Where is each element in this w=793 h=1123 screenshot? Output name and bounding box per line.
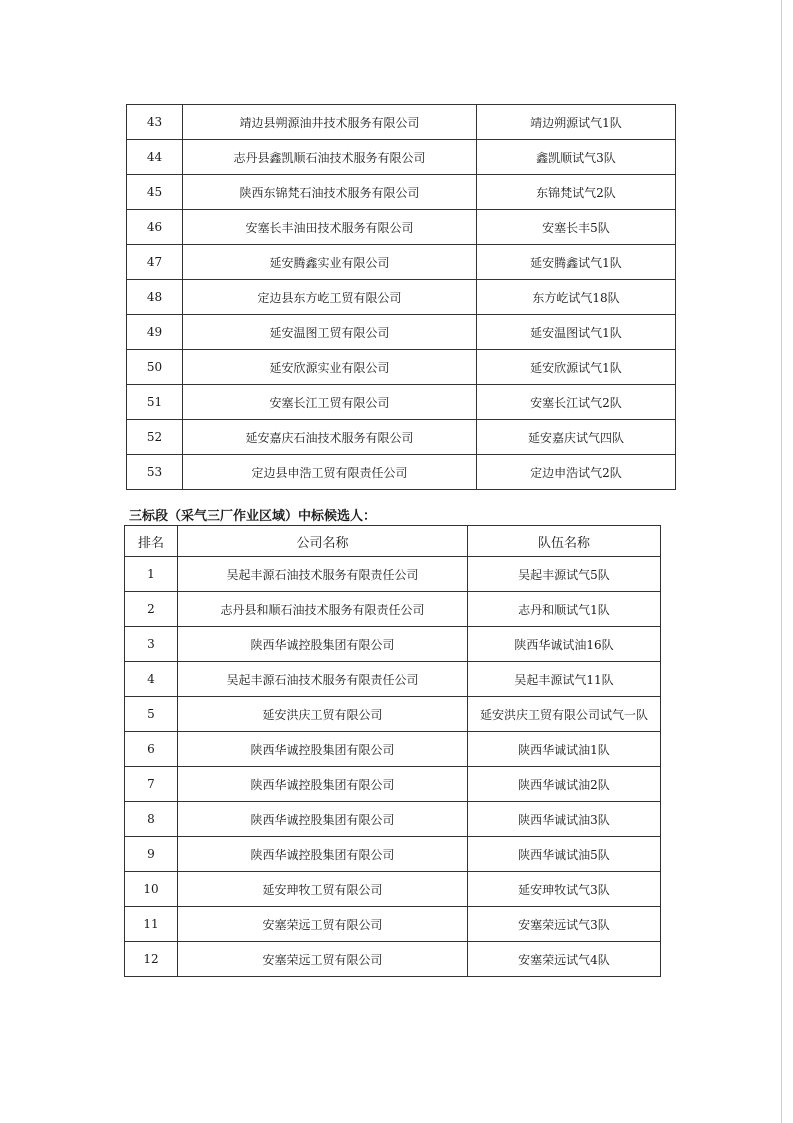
- team-cell: 吴起丰源试气5队: [468, 557, 661, 592]
- rank-cell: 46: [127, 210, 183, 245]
- rank-cell: 9: [125, 837, 178, 872]
- section-title: 三标段（采气三厂作业区域）中标候选人：: [129, 509, 377, 524]
- company-cell: 延安温图工贸有限公司: [183, 315, 477, 350]
- team-cell: 靖边朔源试气1队: [477, 105, 676, 140]
- header-company: 公司名称: [178, 526, 468, 557]
- rank-cell: 6: [125, 732, 178, 767]
- company-cell: 陕西东锦梵石油技术服务有限公司: [183, 175, 477, 210]
- company-cell: 靖边县朔源油井技术服务有限公司: [183, 105, 477, 140]
- company-cell: 延安欣源实业有限公司: [183, 350, 477, 385]
- company-cell: 延安洪庆工贸有限公司: [178, 697, 468, 732]
- table-row: [125, 767, 661, 802]
- company-cell: 延安嘉庆石油技术服务有限公司: [183, 420, 477, 455]
- company-cell: 吴起丰源石油技术服务有限责任公司: [178, 662, 468, 697]
- scan-edge-line: [781, 0, 782, 1123]
- company-cell: 安塞荣远工贸有限公司: [178, 942, 468, 977]
- table-row: [127, 280, 676, 315]
- rank-cell: 49: [127, 315, 183, 350]
- table-row: [127, 315, 676, 350]
- rank-cell: 53: [127, 455, 183, 490]
- team-cell: 陕西华诚试油2队: [468, 767, 661, 802]
- table-row: [125, 627, 661, 662]
- team-cell: 安塞长江试气2队: [477, 385, 676, 420]
- team-cell: 延安嘉庆试气四队: [477, 420, 676, 455]
- team-cell: 延安欣源试气1队: [477, 350, 676, 385]
- team-cell: 陕西华诚试油5队: [468, 837, 661, 872]
- rank-cell: 4: [125, 662, 178, 697]
- table-row: [127, 140, 676, 175]
- company-cell: 志丹县鑫凯顺石油技术服务有限公司: [183, 140, 477, 175]
- rank-cell: 11: [125, 907, 178, 942]
- team-cell: 延安洪庆工贸有限公司试气一队: [468, 697, 661, 732]
- team-cell: 定边申浩试气2队: [477, 455, 676, 490]
- company-cell: 定边县东方屹工贸有限公司: [183, 280, 477, 315]
- company-cell: 吴起丰源石油技术服务有限责任公司: [178, 557, 468, 592]
- table-row: [125, 837, 661, 872]
- table-row: [125, 907, 661, 942]
- company-cell: 安塞荣远工贸有限公司: [178, 907, 468, 942]
- rank-cell: 1: [125, 557, 178, 592]
- team-cell: 延安温图试气1队: [477, 315, 676, 350]
- company-cell: 志丹县和顺石油技术服务有限责任公司: [178, 592, 468, 627]
- section3-candidates-table: [124, 525, 661, 977]
- company-cell: 陕西华诚控股集团有限公司: [178, 732, 468, 767]
- rank-cell: 45: [127, 175, 183, 210]
- table-row: [127, 455, 676, 490]
- table-row: [125, 592, 661, 627]
- rank-cell: 43: [127, 105, 183, 140]
- team-cell: 东锦梵试气2队: [477, 175, 676, 210]
- team-cell: 陕西华诚试油16队: [468, 627, 661, 662]
- table-row: [125, 557, 661, 592]
- team-cell: 陕西华诚试油3队: [468, 802, 661, 837]
- table-row: [125, 697, 661, 732]
- candidates-table-continued: [126, 104, 676, 490]
- rank-cell: 50: [127, 350, 183, 385]
- rank-cell: 47: [127, 245, 183, 280]
- company-cell: 安塞长江工贸有限公司: [183, 385, 477, 420]
- company-cell: 延安珅牧工贸有限公司: [178, 872, 468, 907]
- rank-cell: 3: [125, 627, 178, 662]
- team-cell: 陕西华诚试油1队: [468, 732, 661, 767]
- table-row: [127, 245, 676, 280]
- team-cell: 鑫凯顺试气3队: [477, 140, 676, 175]
- rank-cell: 5: [125, 697, 178, 732]
- company-cell: 陕西华诚控股集团有限公司: [178, 627, 468, 662]
- team-cell: 安塞长丰5队: [477, 210, 676, 245]
- rank-cell: 48: [127, 280, 183, 315]
- rank-cell: 12: [125, 942, 178, 977]
- table-row: [125, 872, 661, 907]
- header-rank: 排名: [125, 526, 178, 557]
- team-cell: 吴起丰源试气11队: [468, 662, 661, 697]
- company-cell: 陕西华诚控股集团有限公司: [178, 802, 468, 837]
- table-row: [125, 802, 661, 837]
- rank-cell: 8: [125, 802, 178, 837]
- table-row: [125, 942, 661, 977]
- table-row: [127, 105, 676, 140]
- rank-cell: 52: [127, 420, 183, 455]
- team-cell: 延安珅牧试气3队: [468, 872, 661, 907]
- header-team: 队伍名称: [468, 526, 661, 557]
- table-row: [127, 385, 676, 420]
- company-cell: 陕西华诚控股集团有限公司: [178, 767, 468, 802]
- team-cell: 延安腾鑫试气1队: [477, 245, 676, 280]
- rank-cell: 10: [125, 872, 178, 907]
- rank-cell: 51: [127, 385, 183, 420]
- table-row: [127, 175, 676, 210]
- team-cell: 安塞荣远试气3队: [468, 907, 661, 942]
- table-row: [125, 732, 661, 767]
- company-cell: 安塞长丰油田技术服务有限公司: [183, 210, 477, 245]
- table-row: [127, 210, 676, 245]
- table-row: [125, 662, 661, 697]
- company-cell: 定边县申浩工贸有限责任公司: [183, 455, 477, 490]
- table-row: [127, 350, 676, 385]
- table-header-row: [125, 526, 661, 557]
- table-row: [127, 420, 676, 455]
- team-cell: 安塞荣远试气4队: [468, 942, 661, 977]
- company-cell: 陕西华诚控股集团有限公司: [178, 837, 468, 872]
- rank-cell: 2: [125, 592, 178, 627]
- team-cell: 东方屹试气18队: [477, 280, 676, 315]
- rank-cell: 44: [127, 140, 183, 175]
- rank-cell: 7: [125, 767, 178, 802]
- team-cell: 志丹和顺试气1队: [468, 592, 661, 627]
- company-cell: 延安腾鑫实业有限公司: [183, 245, 477, 280]
